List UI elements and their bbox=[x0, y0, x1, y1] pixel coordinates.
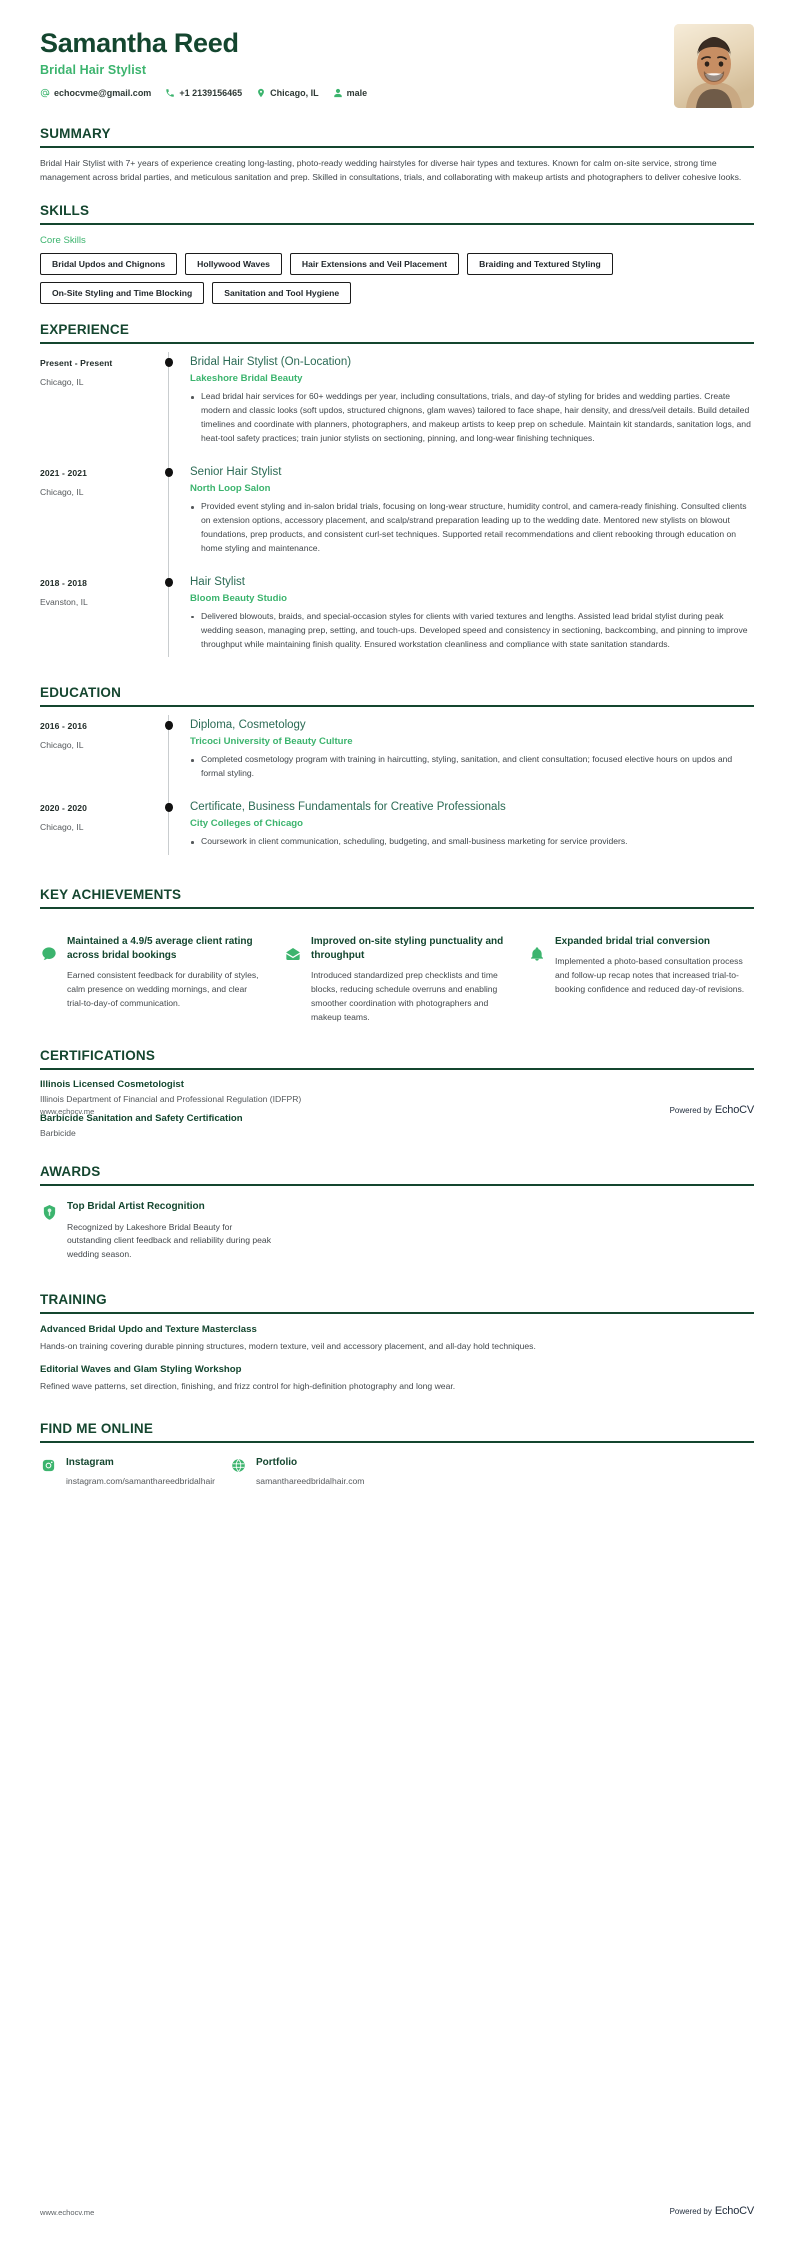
footer-url[interactable]: www.echocv.me bbox=[40, 2208, 95, 2217]
award-title: Top Bridal Artist Recognition bbox=[67, 1201, 205, 1213]
entry-meta bbox=[40, 572, 158, 668]
skill-tag: Hair Extensions and Veil Placement bbox=[290, 253, 459, 275]
section-divider bbox=[40, 1312, 754, 1314]
entry-date: 2021 - 2021 bbox=[40, 468, 87, 479]
bullet-item: Lead bridal hair services for 60+ weddings per year, including consultations, trials, and day-of styling for brides and wedding parties. Create modern and classic looks (soft updos, structured chignons, glam waves) tailored to face shape, hair density, and dress/veil details. Build detailed timelines and coordinate with planners, photographers, and makeup artists to keep prep on schedule. Maintain kit standards, sanitation logs, and heat-tool safety practices; train junior stylists on sectioning, pinning, and long-wear finishing techniques. bbox=[190, 390, 754, 446]
timeline-line bbox=[168, 462, 169, 572]
achievement-description: Introduced standardized prep checklists and time blocks, reducing schedule overruns and enabling smoother coordination with photographers and makeup teams. bbox=[311, 970, 498, 1022]
skill-tag: On-Site Styling and Time Blocking bbox=[40, 282, 204, 304]
certification-title: Barbicide Sanitation and Safety Certification bbox=[40, 1113, 243, 1125]
contact-email[interactable] bbox=[40, 88, 151, 98]
entry-meta bbox=[40, 715, 158, 797]
experience-heading: EXPERIENCE bbox=[40, 322, 130, 338]
entry-body bbox=[180, 352, 754, 462]
achievement-card bbox=[40, 935, 266, 1024]
certification-item bbox=[40, 1113, 754, 1138]
section-divider bbox=[40, 1184, 754, 1186]
footer-brand-name: EchoCV bbox=[714, 2205, 754, 2217]
skill-tag: Bridal Updos and Chignons bbox=[40, 253, 177, 275]
education-entry bbox=[40, 797, 754, 865]
certifications-section bbox=[0, 1048, 794, 1138]
phone-icon bbox=[165, 88, 175, 98]
achievement-card bbox=[284, 935, 510, 1024]
entry-body bbox=[180, 462, 754, 572]
entry-meta bbox=[40, 352, 158, 462]
entry-organization: North Loop Salon bbox=[190, 483, 271, 495]
timeline-dot-icon bbox=[165, 358, 173, 367]
entry-location: Chicago, IL bbox=[40, 822, 84, 833]
contact-location-value: Chicago, IL bbox=[270, 88, 319, 99]
contact-phone-value: +1 2139156465 bbox=[179, 88, 243, 99]
online-links bbox=[40, 1457, 754, 1488]
entry-institution: City Colleges of Chicago bbox=[190, 818, 304, 830]
training-description: Refined wave patterns, set direction, finishing, and frizz control for high-definition photography and long wear. bbox=[40, 1380, 456, 1391]
skills-group-label: Core Skills bbox=[40, 234, 86, 246]
achievement-text bbox=[555, 935, 754, 996]
training-title: Editorial Waves and Glam Styling Workshop bbox=[40, 1363, 242, 1375]
contact-gender-value: male bbox=[346, 88, 368, 99]
footer-url[interactable]: www.echocv.me bbox=[40, 1107, 95, 1116]
timeline-rail bbox=[158, 715, 180, 797]
education-entries bbox=[40, 715, 754, 865]
experience-entry bbox=[40, 572, 754, 668]
entry-location: Chicago, IL bbox=[40, 377, 84, 388]
bullet-item: Delivered blowouts, braids, and special-occasion styles for clients with varied textures and lengths. Assisted lead bridal stylist during peak wedding season, managing prep, setting, and touch-ups. Developed speed and consistency in sectioning, backcombing, and pinning to improve throughput while maintaining finish quality. Ensured workstation cleanliness and compliance with state sanitation standards. bbox=[190, 610, 754, 652]
certification-issuer: Illinois Department of Financial and Professional Regulation (IDFPR) bbox=[40, 1094, 302, 1105]
achievement-description: Earned consistent feedback for durability of styles, calm presence on wedding mornings, and clear trial-to-day-of communication. bbox=[67, 970, 259, 1008]
section-divider bbox=[40, 146, 754, 148]
achievement-title: Improved on-site styling punctuality and throughput bbox=[311, 936, 504, 962]
skill-tag-list bbox=[40, 253, 754, 305]
timeline-dot-icon bbox=[165, 578, 173, 587]
entry-role: Hair Stylist bbox=[190, 575, 245, 588]
footer-brand-name: EchoCV bbox=[714, 1104, 754, 1116]
footer-brand bbox=[670, 1104, 754, 1116]
section-divider bbox=[40, 907, 754, 909]
training-description: Hands-on training covering durable pinning structures, modern texture, veil and accessory placement, and all-day hold techniques. bbox=[40, 1340, 536, 1351]
section-divider bbox=[40, 705, 754, 707]
entry-location: Chicago, IL bbox=[40, 487, 84, 498]
contact-row bbox=[40, 88, 367, 98]
timeline-dot-icon bbox=[165, 803, 173, 812]
online-link-label: Portfolio bbox=[256, 1457, 298, 1469]
online-link-portfolio[interactable] bbox=[230, 1457, 420, 1488]
summary-section bbox=[0, 126, 794, 185]
online-link-label: Instagram bbox=[66, 1457, 114, 1469]
awards-heading: AWARDS bbox=[40, 1164, 101, 1180]
entry-bullets bbox=[190, 610, 754, 652]
online-link-instagram[interactable] bbox=[40, 1457, 230, 1488]
experience-section bbox=[0, 322, 794, 667]
training-heading: TRAINING bbox=[40, 1291, 107, 1307]
find-me-online-heading: FIND ME ONLINE bbox=[40, 1421, 154, 1437]
contact-location bbox=[256, 88, 319, 98]
entry-role: Bridal Hair Stylist (On-Location) bbox=[190, 356, 352, 369]
section-divider bbox=[40, 342, 754, 344]
award-badge-icon bbox=[40, 1203, 58, 1221]
entry-date: Present - Present bbox=[40, 358, 113, 369]
find-me-online-section bbox=[0, 1421, 794, 1488]
bullet-item: Coursework in client communication, scheduling, budgeting, and small-business marketing for service providers. bbox=[190, 835, 754, 849]
entry-bullets bbox=[190, 753, 754, 781]
online-link-text bbox=[66, 1457, 215, 1488]
summary-text: Bridal Hair Stylist with 7+ years of experience creating long-lasting, photo-ready wedding hairstyles for diverse hair types and textures. Known for calm on-site service, strong time management across bridal parties, and meticulous sanitation and prep. Skilled in consultations, trials, and collaborating with makeup artists and photographers to deliver cohesive looks. bbox=[40, 158, 742, 182]
bullet-item: Provided event styling and in-salon bridal trials, focusing on long-wear structure, humidity control, and camera-ready finishing. Consulted clients on extension options, accessory placement, and scalp/strand preparation leading up to the wedding date. Mentored new stylists on blowout foundations, prep products, and consistent curl-set techniques. Supported retail recommendations and client rebooking through education on home styling and maintenance. bbox=[190, 500, 754, 556]
timeline-rail bbox=[158, 572, 180, 668]
footer-powered-by-label: Powered by bbox=[669, 2207, 712, 2216]
skill-tag: Braiding and Textured Styling bbox=[467, 253, 613, 275]
key-achievements-section bbox=[0, 887, 794, 1024]
entry-body bbox=[180, 572, 754, 668]
summary-heading: SUMMARY bbox=[40, 126, 111, 141]
award-item bbox=[40, 1200, 276, 1261]
entry-meta bbox=[40, 797, 158, 865]
entry-meta bbox=[40, 462, 158, 572]
chat-bubble-icon bbox=[40, 945, 58, 963]
contact-gender bbox=[333, 88, 368, 98]
person-icon bbox=[333, 88, 343, 98]
job-title: Bridal Hair Stylist bbox=[40, 63, 147, 78]
key-achievements-heading: KEY ACHIEVEMENTS bbox=[40, 887, 182, 903]
experience-entries bbox=[40, 352, 754, 667]
timeline-dot-icon bbox=[165, 468, 173, 477]
skill-tag: Hollywood Waves bbox=[185, 253, 282, 275]
email-icon bbox=[40, 88, 50, 98]
entry-bullets bbox=[190, 500, 754, 556]
entry-location: Chicago, IL bbox=[40, 740, 84, 751]
resume-header bbox=[0, 0, 794, 108]
skills-heading: SKILLS bbox=[40, 202, 90, 218]
contact-email-value: echocvme@gmail.com bbox=[54, 88, 152, 99]
entry-bullets bbox=[190, 390, 754, 446]
entry-organization: Lakeshore Bridal Beauty bbox=[190, 373, 303, 385]
bell-icon bbox=[528, 945, 546, 963]
page-footer bbox=[0, 2205, 794, 2217]
education-section bbox=[0, 685, 794, 865]
entry-organization: Bloom Beauty Studio bbox=[190, 592, 288, 604]
online-link-url[interactable]: instagram.com/samanthareedbridalhair bbox=[66, 1476, 216, 1487]
certification-title: Illinois Licensed Cosmetologist bbox=[40, 1079, 184, 1091]
avatar bbox=[674, 24, 754, 108]
timeline-rail bbox=[158, 352, 180, 462]
achievement-card bbox=[528, 935, 754, 1024]
achievement-description: Implemented a photo-based consultation process and follow-up recap notes that increased trial-to-booking confidence and reduced day-of revisions. bbox=[555, 956, 745, 994]
online-link-text bbox=[256, 1457, 364, 1488]
awards-section bbox=[0, 1164, 794, 1261]
entry-date: 2020 - 2020 bbox=[40, 803, 87, 814]
entry-degree: Diploma, Cosmetology bbox=[190, 719, 306, 732]
certification-item bbox=[40, 1079, 754, 1104]
training-title: Advanced Bridal Updo and Texture Masterclass bbox=[40, 1323, 257, 1335]
location-pin-icon bbox=[256, 88, 266, 98]
training-item bbox=[40, 1364, 754, 1394]
certifications-heading: CERTIFICATIONS bbox=[40, 1048, 156, 1064]
page-footer bbox=[0, 1104, 794, 1116]
footer-brand bbox=[670, 2205, 754, 2217]
entry-institution: Tricoci University of Beauty Culture bbox=[190, 736, 353, 748]
envelope-icon bbox=[284, 945, 302, 963]
contact-phone[interactable] bbox=[165, 88, 242, 98]
education-heading: EDUCATION bbox=[40, 685, 122, 701]
globe-icon bbox=[230, 1457, 247, 1474]
entry-body bbox=[180, 715, 754, 797]
award-text bbox=[67, 1200, 276, 1261]
achievement-text bbox=[311, 935, 510, 1024]
header-left bbox=[40, 24, 367, 98]
experience-entry bbox=[40, 462, 754, 572]
instagram-icon bbox=[40, 1457, 57, 1474]
section-divider bbox=[40, 1068, 754, 1070]
footer-powered-by-label: Powered by bbox=[669, 1106, 712, 1115]
award-description: Recognized by Lakeshore Bridal Beauty for outstanding client feedback and reliability during peak wedding season. bbox=[67, 1221, 271, 1260]
entry-body bbox=[180, 797, 754, 865]
achievement-text bbox=[67, 935, 266, 1011]
achievement-title: Expanded bridal trial conversion bbox=[555, 936, 711, 948]
timeline-rail bbox=[158, 797, 180, 865]
online-link-url[interactable]: samanthareedbridalhair.com bbox=[256, 1476, 365, 1487]
section-divider bbox=[40, 223, 754, 225]
section-divider bbox=[40, 1441, 754, 1443]
timeline-line bbox=[168, 352, 169, 462]
certification-issuer: Barbicide bbox=[40, 1128, 76, 1139]
experience-entry bbox=[40, 352, 754, 462]
training-item bbox=[40, 1324, 754, 1354]
entry-role: Senior Hair Stylist bbox=[190, 466, 282, 479]
achievement-title: Maintained a 4.9/5 average client rating across bridal bookings bbox=[67, 936, 253, 962]
entry-degree: Certificate, Business Fundamentals for Creative Professionals bbox=[190, 801, 506, 814]
entry-location: Evanston, IL bbox=[40, 596, 88, 607]
entry-date: 2018 - 2018 bbox=[40, 577, 87, 588]
entry-bullets bbox=[190, 835, 754, 849]
timeline-rail bbox=[158, 462, 180, 572]
achievement-cards bbox=[40, 935, 754, 1024]
training-section bbox=[0, 1292, 794, 1394]
timeline-dot-icon bbox=[165, 721, 173, 730]
skill-tag: Sanitation and Tool Hygiene bbox=[212, 282, 351, 304]
bullet-item: Completed cosmetology program with training in haircutting, styling, sanitation, and client consultation; focused elective hours on updos and formal styling. bbox=[190, 753, 754, 781]
page-title: Samantha Reed bbox=[40, 28, 239, 58]
skills-section bbox=[0, 203, 794, 305]
entry-date: 2016 - 2016 bbox=[40, 721, 87, 732]
education-entry bbox=[40, 715, 754, 797]
